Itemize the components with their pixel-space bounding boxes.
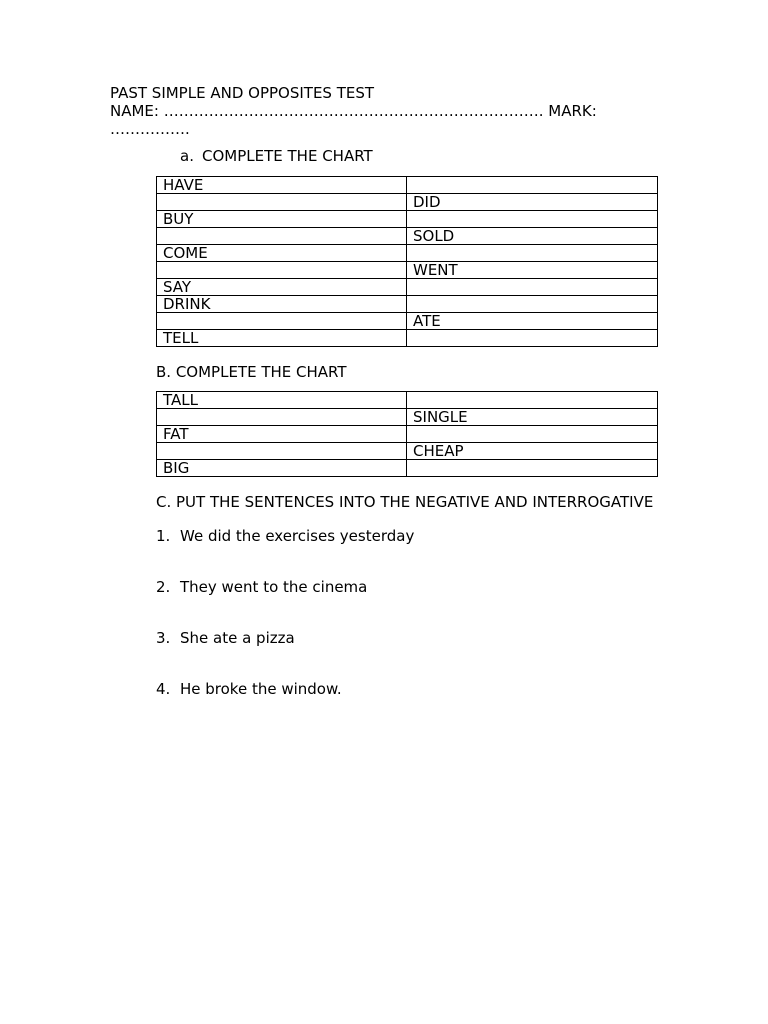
chart-cell-right: [407, 296, 658, 313]
chart-cell-right: [407, 279, 658, 296]
sentence-number: 4.: [156, 680, 171, 698]
sentence-number: 3.: [156, 629, 171, 647]
sentence-item: [156, 527, 660, 578]
chart-cell-left: [157, 313, 407, 330]
verb-chart: [156, 176, 658, 347]
chart-cell-left: [157, 228, 407, 245]
chart-cell-left: SAY: [157, 279, 407, 296]
sentence-list: [110, 527, 660, 731]
chart-cell-left: FAT: [157, 426, 407, 443]
section-c-heading: C. PUT THE SENTENCES INTO THE NEGATIVE AND INTERROGATIVE: [156, 493, 654, 511]
chart-cell-right: ATE: [407, 313, 658, 330]
sentence-text: He broke the window.: [180, 680, 342, 698]
chart-cell-left: [157, 194, 407, 211]
sentence-number: 1.: [156, 527, 171, 545]
section-b-heading: B. COMPLETE THE CHART: [156, 363, 347, 381]
chart-cell-left: [157, 443, 407, 460]
header: [110, 84, 630, 138]
chart-cell-left: BIG: [157, 460, 407, 477]
verb-chart-row: [157, 177, 658, 194]
chart-cell-left: [157, 409, 407, 426]
chart-cell-right: [407, 392, 658, 409]
section-a-marker: a.: [180, 147, 194, 165]
verb-chart-row: [157, 330, 658, 347]
sentence-text: We did the exercises yesterday: [180, 527, 415, 545]
chart-cell-right: [407, 211, 658, 228]
sentence-number: 2.: [156, 578, 171, 596]
chart-cell-left: TALL: [157, 392, 407, 409]
chart-cell-left: TELL: [157, 330, 407, 347]
sentence-text: They went to the cinema: [180, 578, 368, 596]
chart-cell-right: [407, 177, 658, 194]
chart-cell-right: [407, 426, 658, 443]
verb-chart-row: [157, 194, 658, 211]
sentence-item: [156, 578, 660, 629]
chart-cell-right: CHEAP: [407, 443, 658, 460]
verb-chart-row: [157, 279, 658, 296]
page-title: PAST SIMPLE AND OPPOSITES TEST: [110, 84, 375, 102]
section-a-heading: [110, 147, 660, 165]
verb-chart-row: [157, 296, 658, 313]
chart-cell-right: [407, 460, 658, 477]
opposites-chart-row: [157, 409, 658, 426]
verb-chart-row: [157, 228, 658, 245]
chart-cell-right: [407, 330, 658, 347]
chart-cell-right: SINGLE: [407, 409, 658, 426]
verb-chart-row: [157, 245, 658, 262]
chart-cell-left: [157, 262, 407, 279]
name-mark-line: NAME: …………………………………………………………………. MARK: …………….: [110, 102, 597, 138]
opposites-chart-row: [157, 460, 658, 477]
sentence-item: [156, 629, 660, 680]
opposites-chart-row: [157, 392, 658, 409]
chart-cell-left: DRINK: [157, 296, 407, 313]
chart-cell-right: DID: [407, 194, 658, 211]
chart-cell-left: HAVE: [157, 177, 407, 194]
section-a-heading-text: COMPLETE THE CHART: [202, 147, 373, 165]
chart-cell-right: SOLD: [407, 228, 658, 245]
chart-cell-left: COME: [157, 245, 407, 262]
verb-chart-row: [157, 313, 658, 330]
opposites-chart-row: [157, 443, 658, 460]
chart-cell-right: WENT: [407, 262, 658, 279]
opposites-chart-row: [157, 426, 658, 443]
chart-cell-left: BUY: [157, 211, 407, 228]
verb-chart-row: [157, 262, 658, 279]
chart-cell-right: [407, 245, 658, 262]
opposites-chart: [156, 391, 658, 477]
verb-chart-row: [157, 211, 658, 228]
sentence-item: [156, 680, 660, 731]
sentence-text: She ate a pizza: [180, 629, 295, 647]
worksheet-page: [110, 84, 660, 731]
